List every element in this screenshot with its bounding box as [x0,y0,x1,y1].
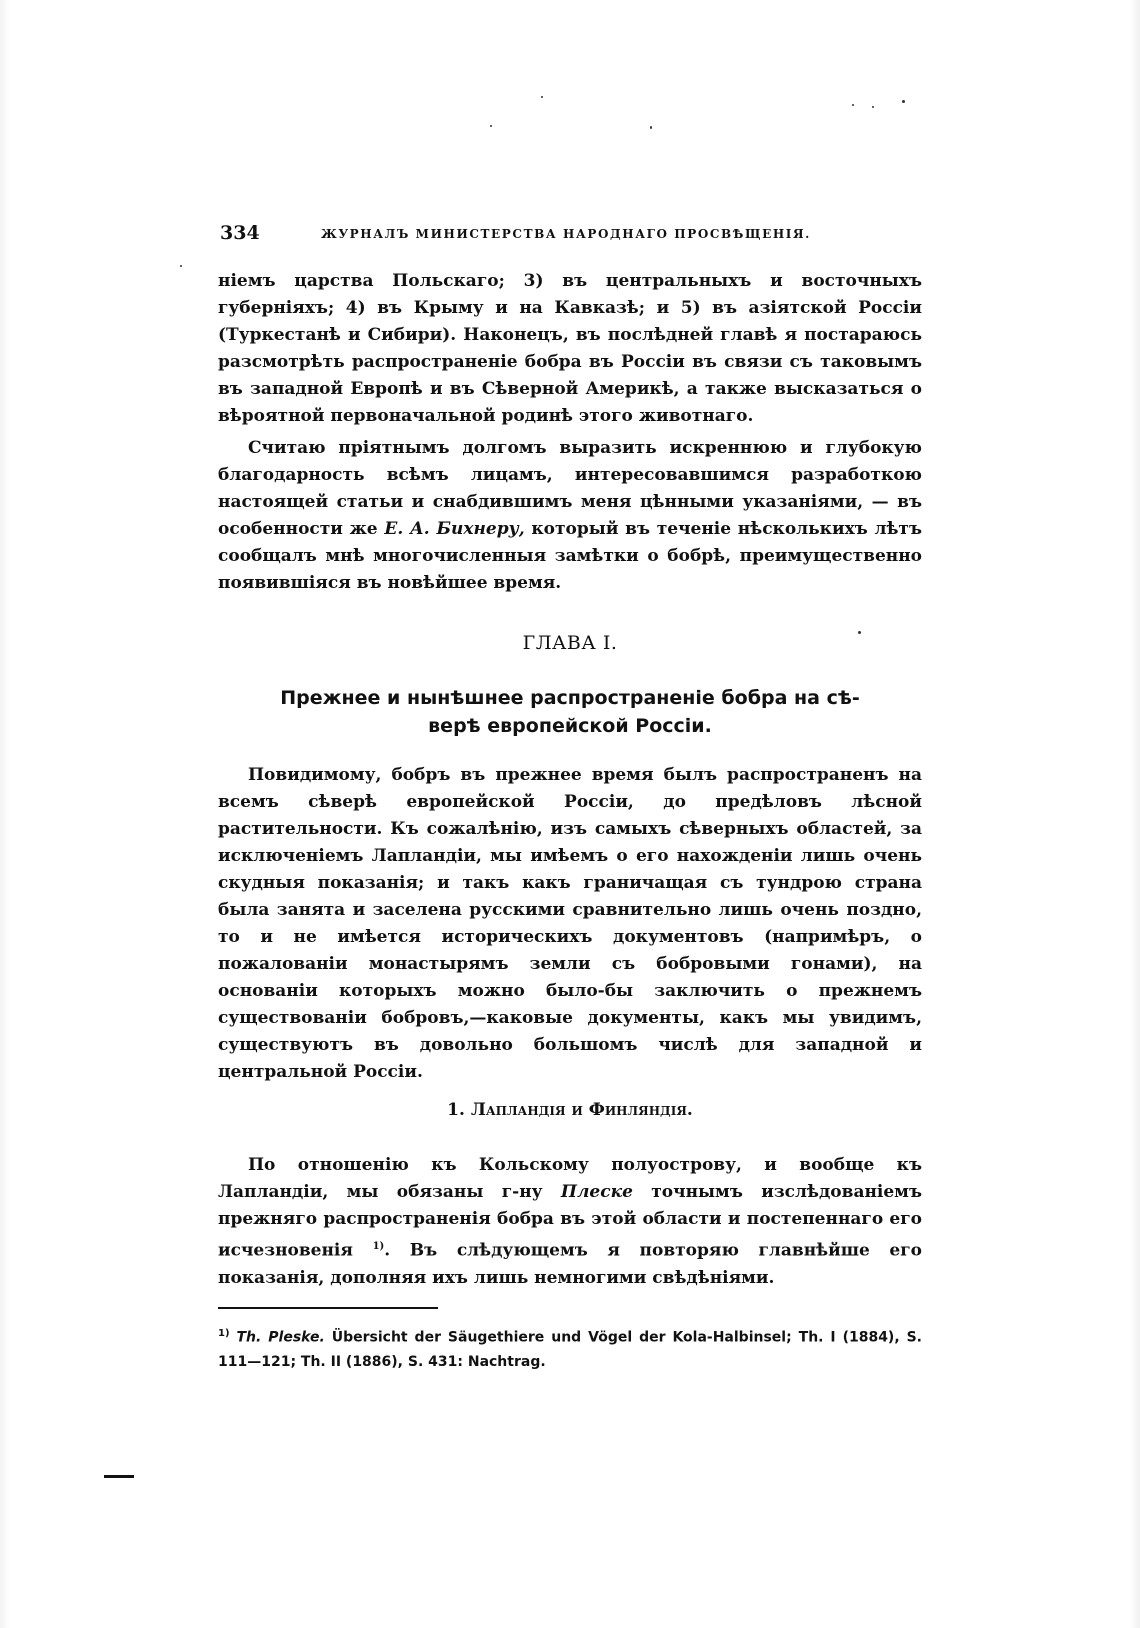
scan-speck [541,96,543,98]
chapter-title-line: верѣ европейской Россіи. [428,715,712,737]
paragraph-text: . Въ слѣдующемъ я повторяю главнѣйше его показанія, дополняя ихъ лишь немногими свѣдѣніями. [218,1240,923,1288]
footnote-author: Th. Pleske. [236,1329,325,1346]
footnote-divider [218,1307,438,1309]
scan-speck [872,106,874,108]
scan-speck [902,100,905,103]
person-name: Плеске [560,1182,633,1202]
section-heading [218,1100,922,1120]
paragraph-intro: Повидимому, бобръ въ прежнее время былъ распространенъ на всемъ сѣверѣ европейской Россіи, до предѣловъ лѣсной растительности. Къ сожалѣнію, изъ самыхъ сѣверныхъ областей, за исключеніемъ Лапландіи, мы имѣемъ о его нахожденіи лишь очень скудныя показанія; и такъ какъ граничащая съ тундрою страна была занята и заселена русскими сравнительно лишь очень поздно, то и не имѣется историческихъ документовъ (напримѣръ, о пожалованіи монастырямъ земли съ бобровыми гонами), на основаніи которыхъ можно было-бы заключить о прежнемъ существованіи бобровъ,—каковые документы, какъ мы увидимъ, существуютъ въ довольно большомъ числѣ для западной и центральной Россіи. [218,765,922,1082]
paragraph-text: По отношенію къ Кольскому полуострову, и вообще къ Лапландіи, мы обязаны г-ну [218,1155,922,1202]
scan-speck [852,104,854,106]
paragraph-acknowledgment [218,435,922,597]
margin-mark [104,1475,134,1478]
person-name: Е. А. Бихнеру, [384,519,525,539]
scan-speck [490,125,492,127]
chapter-title [218,684,922,740]
paragraph-continuation: ніемъ царства Польскаго; 3) въ центральныхъ и восточныхъ губерніяхъ; 4) въ Крыму и на Кавказѣ; и 5) въ азіятской Россіи (Туркестанѣ и Сибири). Наконецъ, въ послѣдней главѣ я постараюсь разсмотрѣть распространеніе бобра въ Россіи въ связи съ таковымъ въ западной Европѣ и въ Сѣверной Америкѣ, а также высказаться о вѣроятной первоначальной родинѣ этого животнаго. [218,271,922,426]
scan-edge-right [1130,0,1140,1628]
section-title-text: Лапландія и Финляндія. [470,1100,693,1120]
scan-speck [650,126,652,129]
scan-edge-left [0,0,10,1628]
page-number: 334 [220,222,260,244]
paragraph-text: который въ теченіе нѣсколькихъ лѣтъ сообщалъ мнѣ многочисленныя замѣтки о бобрѣ, преимущественно появившіяся въ новѣйшее время. [218,519,922,593]
scan-speck [180,265,182,267]
paragraph-text: точнымъ изслѣдованіемъ прежняго распространенія бобра въ этой области и постепеннаго его исчезновенія [218,1182,922,1261]
chapter-title-line: Прежнее и нынѣшнее распространеніе бобра на сѣ- [280,687,860,709]
footnote [218,1322,922,1374]
footnote-reference[interactable]: 1) [372,1241,385,1252]
paragraph-lapland [218,1152,922,1292]
journal-title: ЖУРНАЛЪ МИНИСТЕРСТВА НАРОДНАГО ПРОСВѢЩЕНІЯ. [321,227,811,241]
chapter-heading: ГЛАВА I. [522,632,618,654]
section-number: 1. [447,1100,465,1120]
footnote-text: Übersicht der Säugethiere und Vögel der Kola-Halbinsel; Th. I (1884), S. 111—121; Th. II (1886), S. 431: Nachtrag. [218,1329,922,1370]
paragraph-text: Считаю пріятнымъ долгомъ выразить искреннюю и глубокую благодарность всѣмъ лицамъ, интересовавшимся разработкою настоящей статьи и снабдившимъ меня цѣнными указаніями, — въ особенности же [218,438,922,539]
running-head [220,222,922,248]
footnote-mark: 1) [218,1328,230,1339]
